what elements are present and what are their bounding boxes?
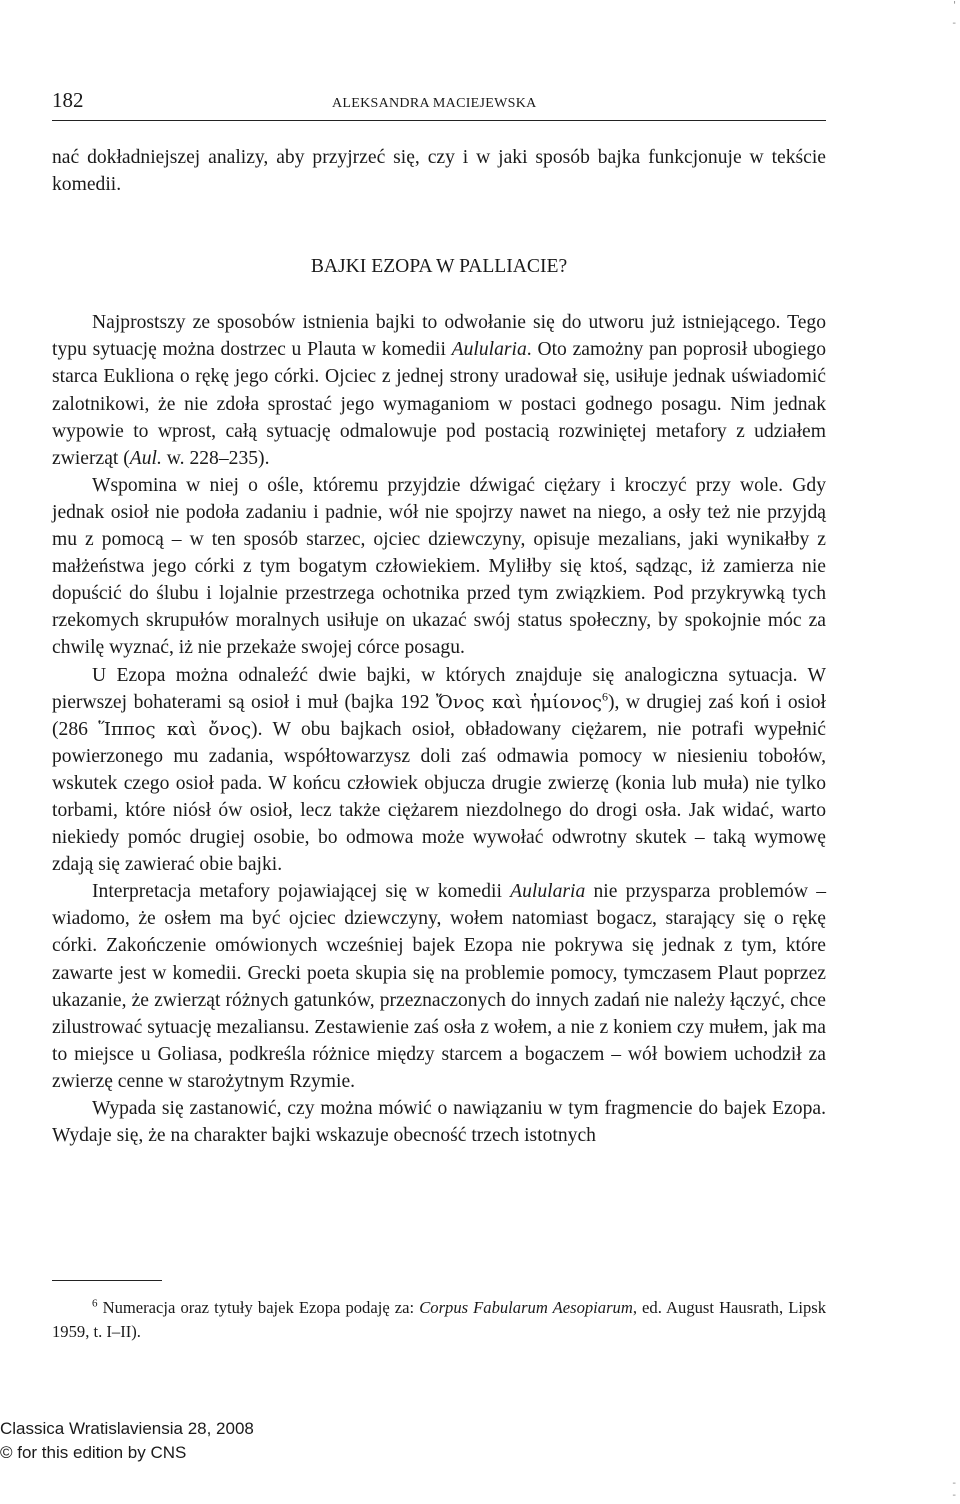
- crop-mark: -: [952, 18, 956, 29]
- page-header: [52, 86, 826, 121]
- footnote-number: 6: [92, 1297, 98, 1310]
- work-reference: Aul.: [129, 447, 162, 469]
- paragraph: Wspomina w niej o ośle, któremu przyjdzie dźwigać ciężary i kroczyć przy wole. Gdy jednak osioł nie podoła zadaniu i padnie, wół nie spojrzy nawet na niego, a osły też nie przyjdą mu z pomocą – w ten sposób starzec, ojciec dziewczyny, opisuje mezalians, jaki wynikałby z małżeństwa jego córki z tym bogatym człowiekiem. Myliłby się ktoś, sądząc, iż zamierza nie dopuścić do ślubu i lojalnie przestrzega ochotnika przed tym związkiem. Pod przykrywką tych rzekomych skrupułów moralnych usiłuje on ukazać swój status społeczny, by spokojnie móc za chwilę wyznać, iż nie przekaże swojej córce posagu.: [52, 474, 826, 659]
- work-title: Aulularia: [510, 881, 586, 903]
- copyright-notice: © for this edition by CNS: [0, 1443, 187, 1462]
- crop-mark: -: [952, 1490, 956, 1501]
- paragraph: Najprostszy ze sposobów istnienia bajki to odwołanie się do utworu już istniejącego. Tego typu sytuację można dostrzec u Plauta w komedii Aulularia. Oto zamożny pan poprosił ubogiego starca Eukliona o rękę jego córki. Ojciec z jednej strony uradował się, usiłuje jednak uświadomić zalotnikowi, że nie zdoła sprostać jego wymaganiom w postaci godnego posagu. Nim jednak wypowie to wprost, całą sytuację odmalowuje pod postacią rozwiniętej metafory z udziałem zwierząt (Aul. w. 228–235).: [52, 312, 826, 469]
- paragraph: nać dokładniejszej analizy, aby przyjrzeć się, czy i w jaki sposób bajka funkcjonuje w tekście komedii.: [52, 147, 826, 196]
- section-title: BAJKI EZOPA W PALLIACIE?: [310, 256, 568, 278]
- work-title: Aulularia: [451, 339, 527, 361]
- crop-mark: ': [953, 0, 956, 11]
- footnote-rule: [52, 1280, 162, 1281]
- footnote-reference: 6: [601, 689, 608, 704]
- main-text: [52, 144, 826, 1149]
- journal-info: Classica Wratislaviensia 28, 2008: [0, 1419, 254, 1438]
- paragraph: Wypada się zastanowić, czy można mówić o nawiązaniu w tym fragmencie do bajek Ezopa. Wydaje się, że na charakter bajki wskazuje obecność trzech istotnych: [52, 1098, 826, 1147]
- colophon: [0, 1417, 254, 1465]
- running-head: ALEKSANDRA MACIEJEWSKA: [332, 96, 537, 111]
- greek-fable-title: Ὄνος καὶ ἡμίονος: [435, 691, 602, 713]
- page-number: 182: [52, 88, 84, 112]
- crop-mark: -: [952, 1478, 956, 1489]
- greek-fable-title: Ἵππος καὶ ὄνος: [98, 718, 252, 740]
- paragraph: Interpretacja metafory pojawiającej się w komedii Aulularia nie przysparza problemów – wiadomo, że osłem ma być ojciec dziewczyny, wołem natomiast bogacz, starający się o rękę córki. Zakończenie omówionych wcześniej bajek Ezopa nie pokrywa się jednak z tym, które zawarte jest w komedii. Grecki poeta skupia się na problemie pomocy, tymczasem Plaut poprzez ukazanie, że zwierząt różnych gatunków, przeznaczonych do innych zadań nie należy łączyć, chce zilustrować sytuację mezaliansu. Zestawienie zaś osła z wołem, a nie z koniem czy mułem, jak ma to miejsce u Goliasa, podkreśla różnice między starcem a bogaczem – wół bowiem uchodził za zwierzę cenne w starożytnym Rzymie.: [52, 881, 826, 1092]
- footnote: $^6$ Numeracja oraz tytuły bajek Ezopa podaję za: Corpus Fabularum Aesopiarum, ed. August Hausrath, Lipsk 1959, t. I–II).: [52, 1297, 826, 1341]
- paragraph: U Ezopa można odnaleźć dwie bajki, w których znajduje się analogiczna sytuacja. W pierwszej bohaterami są osioł i muł (bajka 192 Ὄνος καὶ ἡμίονος$^6$), w drugiej zaś koń i osioł (286 Ἵππος καὶ ὄνος). W obu bajkach osioł, obładowany ciężarem, nie potrafi wypełnić powierzonego mu zadania, współtowarzysz doli zaś odmawia pomocy w niesieniu tobołów, wskutek czego osioł pada. W końcu człowiek objucza drugie zwierzę (konia lub muła) nie tylko torbami, które niósł ów osioł, lecz także ciężarem niezdolnego do drogi osła. Jak widać, warto niekiedy pomóc drugiej osobie, bo odmowa może wywołać odwrotny skutek – taką wymowę zdają się zawierać obie bajki.: [52, 664, 826, 876]
- source-title: Corpus Fabularum Aesopiarum: [419, 1298, 633, 1317]
